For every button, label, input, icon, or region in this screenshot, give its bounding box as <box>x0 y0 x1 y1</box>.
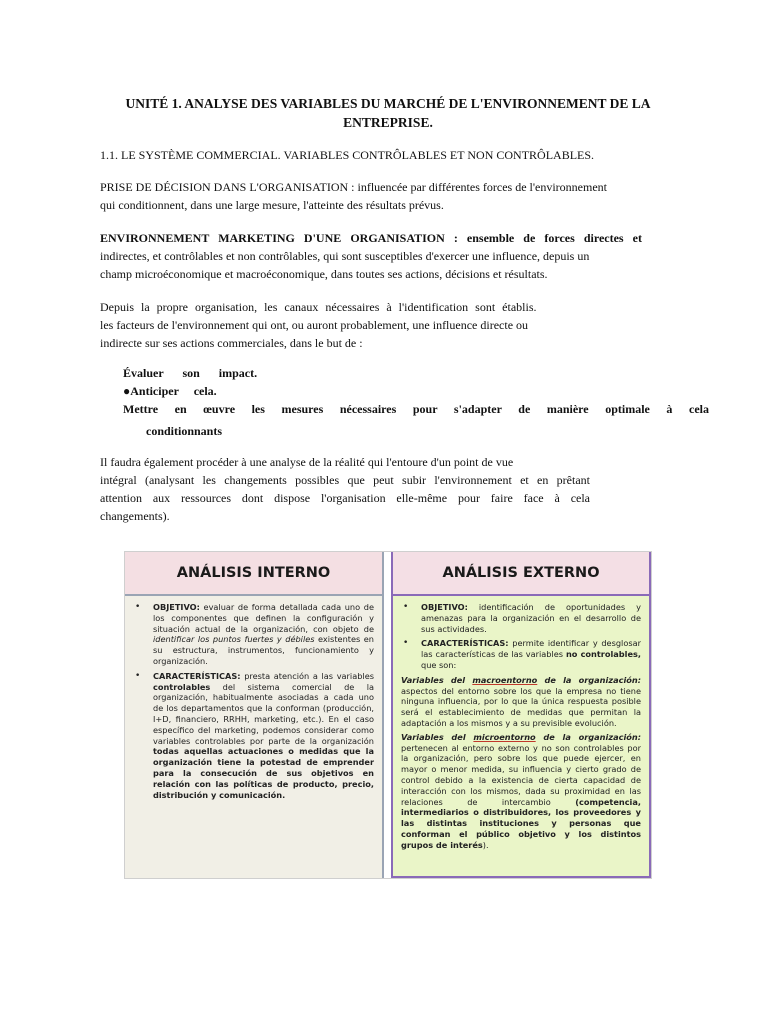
external-objective-item: • OBJETIVO: identificación de oportunidades y amenazas para la organización en el desarrollo de sus actividades. <box>401 602 641 634</box>
internal-objective-item: • OBJETIVO: evaluar de forma detallada cada uno de los componentes que definen la configuración y situación actual de la organización, con objeto de identificar los puntos fuertes y débiles existentes en su estructura, instrumentos, funcionamiento y organización. <box>133 602 374 667</box>
list-item: ●Anticiper cela. <box>123 384 217 398</box>
external-analysis-panel <box>391 552 651 878</box>
marketing-paragraph: ENVIRONNEMENT MARKETING D'UNE ORGANISATION : ensemble de forces directes et indirectes, et contrôlables et non contrôlables, qui sont susceptibles d'exercer une influence, depuis un champ microéconomique et macroéconomique, dans toutes ses actions, décisions et résultats. <box>100 231 642 281</box>
macroenvironment-variables: Variables del macroentorno de la organización: aspectos del entorno sobre los que la empresa no tiene ninguna influencia, por lo que la única respuesta posible será el establecimiento de medidas que permitan la adaptación a los mismos y a su previsible evolución. <box>401 674 641 728</box>
decision-paragraph: PRISE DE DÉCISION DANS L'ORGANISATION : influencée par différentes forces de l'environnement qui conditionnent, dans une large mesure, l'atteinte des résultats prévus. <box>100 180 607 212</box>
internal-characteristics-item: • CARACTERÍSTICAS: presta atención a las variables controlables del sistema comercial de la organización, habitualmente asociadas a cada uno de los departamentos que la conforman (producción, I+D, financiero, RRHH, marketing, etc.). En el caso específico del marketing, podemos considerar como variables controlables por parte de la organización todas aquellas actuaciones o medidas que la organización tiene la potestad de emprender para la consecución de sus objetivos en relación con las políticas de producto, precio, distribución y comunicación. <box>133 671 374 801</box>
external-analysis-header: ANÁLISIS EXTERNO <box>393 552 649 596</box>
faudra-paragraph: Il faudra également procéder à une analyse de la réalité qui l'entoure d'un point de vue intégral (analysant les changements possibles que peut subir l'environnement et en prêtant attention aux ressources dont dispose l'organisation elle-même pour faire face à cela changements). <box>100 455 590 523</box>
internal-analysis-panel <box>125 552 384 878</box>
external-characteristics-item: • CARACTERÍSTICAS: permite identificar y desglosar las características de las variables no controlables, que son: <box>401 638 641 670</box>
list-item: Mettre en œuvre les mesures nécessaires pour s'adapter de manière optimale à cela <box>123 402 709 416</box>
depuis-paragraph: Depuis la propre organisation, les canaux nécessaires à l'identification sont établis. les facteurs de l'environnement qui ont, ou auront probablement, une influence directe ou indirecte sur ses actions commerciales, dans le but de : <box>100 300 537 350</box>
unit-title-line-1: UNITÉ 1. ANALYSE DES VARIABLES DU MARCHÉ DE L'ENVIRONNEMENT DE LA <box>125 96 651 111</box>
unit-title-line-2: ENTREPRISE. <box>343 115 433 130</box>
section-heading: 1.1. LE SYSTÈME COMMERCIAL. VARIABLES CONTRÔLABLES ET NON CONTRÔLABLES. <box>100 148 595 162</box>
microenvironment-variables: Variables del microentorno de la organización: pertenecen al entorno externo y no son controlables por la organización, pero sobre los que puede ejercer, en mayor o menor medida, su influencia y cierto grado de control debido a la existencia de cierta capacidad de interacción con los mismos, dada su proximidad en las relaciones de intercambio (competencia, intermediarios o distribuidores, los proveedores y las distintas instituciones y personas que conforman el público objetivo y los distintos grupos de interés). <box>401 731 641 850</box>
list-item: Évaluer son impact. <box>123 366 258 380</box>
internal-analysis-header: ANÁLISIS INTERNO <box>125 552 382 596</box>
unit-title <box>100 94 676 132</box>
analysis-comparison-figure <box>124 551 652 879</box>
list-item-continuation: conditionnants <box>146 424 223 438</box>
objectives-list <box>123 364 709 440</box>
